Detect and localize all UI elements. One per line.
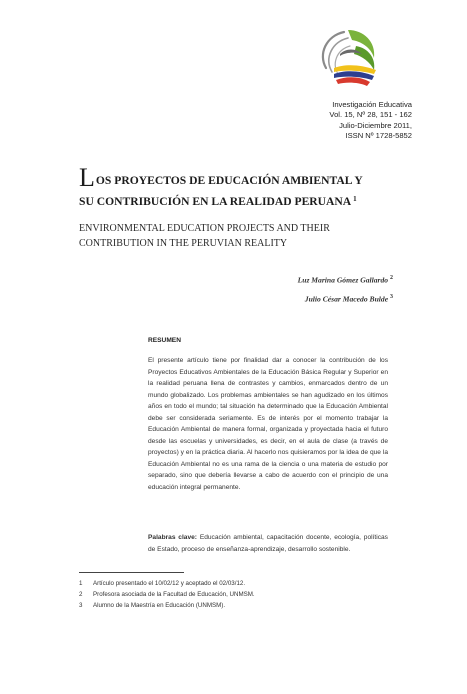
article-title-es [79,163,399,210]
journal-period: Julio-Diciembre 2011, [339,120,412,130]
footnote-1 [79,578,399,589]
footnote-divider [79,572,184,573]
keywords-label: Palabras clave: [148,534,197,541]
title-en-line1: ENVIRONMENTAL EDUCATION PROJECTS AND THEIR [79,223,330,234]
journal-logo-icon [312,24,384,96]
footnote-1-num: 1 [79,580,83,587]
footnote-2 [79,589,399,600]
author-list [143,270,393,307]
footnote-1-text: Artículo presentado el 10/02/12 y aceptado el 02/03/12. [93,580,246,587]
abstract-body: El presente artículo tiene por finalidad dar a conocer la contribución de los Proyectos Educativos Ambientales de la Educación Básica Regular y Superior en la realidad peruana llena de contrastes y cambios, enmarcados dentro de un mundo globalizado. Los problemas ambientales se han agudizado en los últimos años en todo el mundo; tal situación ha determinado que la Educación Ambiental debe ser considerada seriamente. Es de interés por el momento trabajar la Educación Ambiental de manera formal, organizada y proyectada hacia el futuro desde las escuelas y universidades, es decir, en el aula de clase (a través de proyectos) y en la práctica diaria. Al hacerlo nos quisieramos por la idea de que la Educación Ambiental no es una rama de la ciencia o una materia de estudio por separado, sino que debería llevarse a cabo de acuerdo con el principio de una educación integral permanente. [148,357,388,492]
footnote-3-num: 3 [79,602,83,609]
journal-metadata [252,100,412,142]
keywords [148,532,388,555]
footnote-2-num: 2 [79,591,83,598]
abstract-heading: RESUMEN [148,337,181,344]
footnote-3-text: Alumno de la Maestría en Educación (UNMSM). [93,602,226,609]
article-title-en [79,222,399,251]
journal-volume: Vol. 15, Nº 28, 151 - 162 [329,110,412,120]
keywords-text: Educación ambiental, capacitación docente, ecología, políticas de Estado, proceso de enseñanza-aprendizaje, desarrollo sostenible. [148,534,388,553]
author-2-name: Julio César Macedo Bulde [304,294,389,304]
author-1 [143,270,393,289]
title-drop-cap: L [79,163,95,192]
title-en-line2: CONTRIBUTION IN THE PERUVIAN REALITY [79,237,288,249]
author-2-ref: 3 [390,293,393,300]
author-1-ref: 2 [390,275,393,281]
author-2 [143,289,393,308]
footnote-2-text: Profesora asociada de la Facultad de Educación, UNMSM. [93,591,255,598]
title-es-line2: SU CONTRIBUCIÓN EN LA REALIDAD PERUANA [79,195,352,208]
footnotes [79,578,399,611]
journal-name: Investigación Educativa [332,100,412,109]
journal-issn: ISSN Nº 1728-5852 [345,131,412,141]
footnote-3 [79,600,399,611]
title-footnote-ref: 1 [353,195,357,203]
author-1-name: Luz Marina Gómez Gallardo [297,275,389,285]
title-es-line1: OS PROYECTOS DE EDUCACIÓN AMBIENTAL Y [95,174,363,187]
